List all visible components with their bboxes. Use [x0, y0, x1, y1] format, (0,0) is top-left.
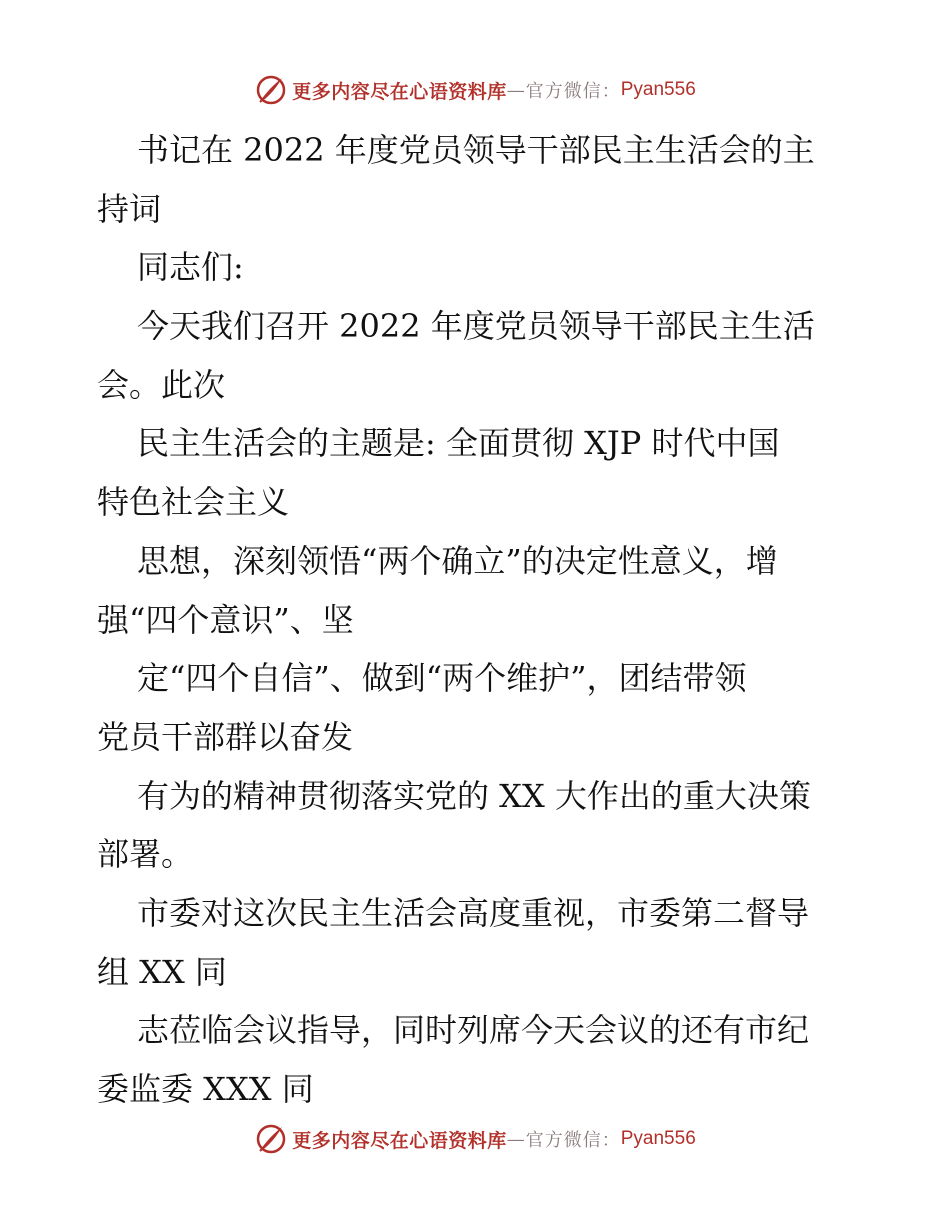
text-line: 民主生活会的主题是: 全面贯彻 XJP 时代中国: [137, 424, 780, 463]
banner-wechat-label: 官方微信：: [525, 81, 621, 102]
document-body: [97, 121, 857, 1119]
text-line: 同志们:: [137, 248, 244, 287]
quill-pen-logo-icon: [254, 1122, 288, 1156]
text-line: 书记在 2022 年度党员领导干部民主生活会的主: [137, 131, 815, 169]
text-line: 部署。: [97, 835, 194, 874]
banner-site-text: 更多内容尽在心语资料库: [292, 80, 507, 103]
text-line: 志莅临会议指导，同时列席今天会议的还有市纪: [137, 1011, 810, 1050]
text-line: 强“四个意识”、坚: [97, 600, 354, 639]
text-line: 持词: [97, 189, 162, 228]
text-line: 市委对这次民主生活会高度重视，市委第二督导: [137, 893, 810, 932]
banner-wechat-label: 官方微信：: [525, 1130, 621, 1151]
header-banner: [0, 70, 950, 110]
banner-site-text: 更多内容尽在心语资料库: [292, 1129, 507, 1152]
text-line: 有为的精神贯彻落实党的 XX 大作出的重大决策: [137, 776, 811, 815]
text-line: 特色社会主义: [97, 483, 290, 522]
text-line: 定“四个自信”、做到“两个维护”，团结带领: [137, 659, 747, 698]
banner-wechat-id: Pyan556: [620, 1128, 696, 1149]
text-line: 党员干部群以奋发: [97, 717, 354, 756]
banner-dash: —: [506, 79, 526, 101]
text-line: 组 XX 同: [97, 952, 227, 991]
text-line: 会。此次: [97, 365, 226, 404]
banner-wechat-id: Pyan556: [620, 79, 696, 100]
text-line: 委监委 XXX 同: [97, 1070, 314, 1108]
text-line: 今天我们召开 2022 年度党员领导干部民主生活: [137, 307, 815, 346]
banner-dash: —: [506, 1128, 526, 1150]
footer-banner: [0, 1119, 950, 1159]
quill-pen-logo-icon: [254, 73, 288, 107]
text-line: 思想，深刻领悟“两个确立”的决定性意义，增: [137, 541, 778, 580]
